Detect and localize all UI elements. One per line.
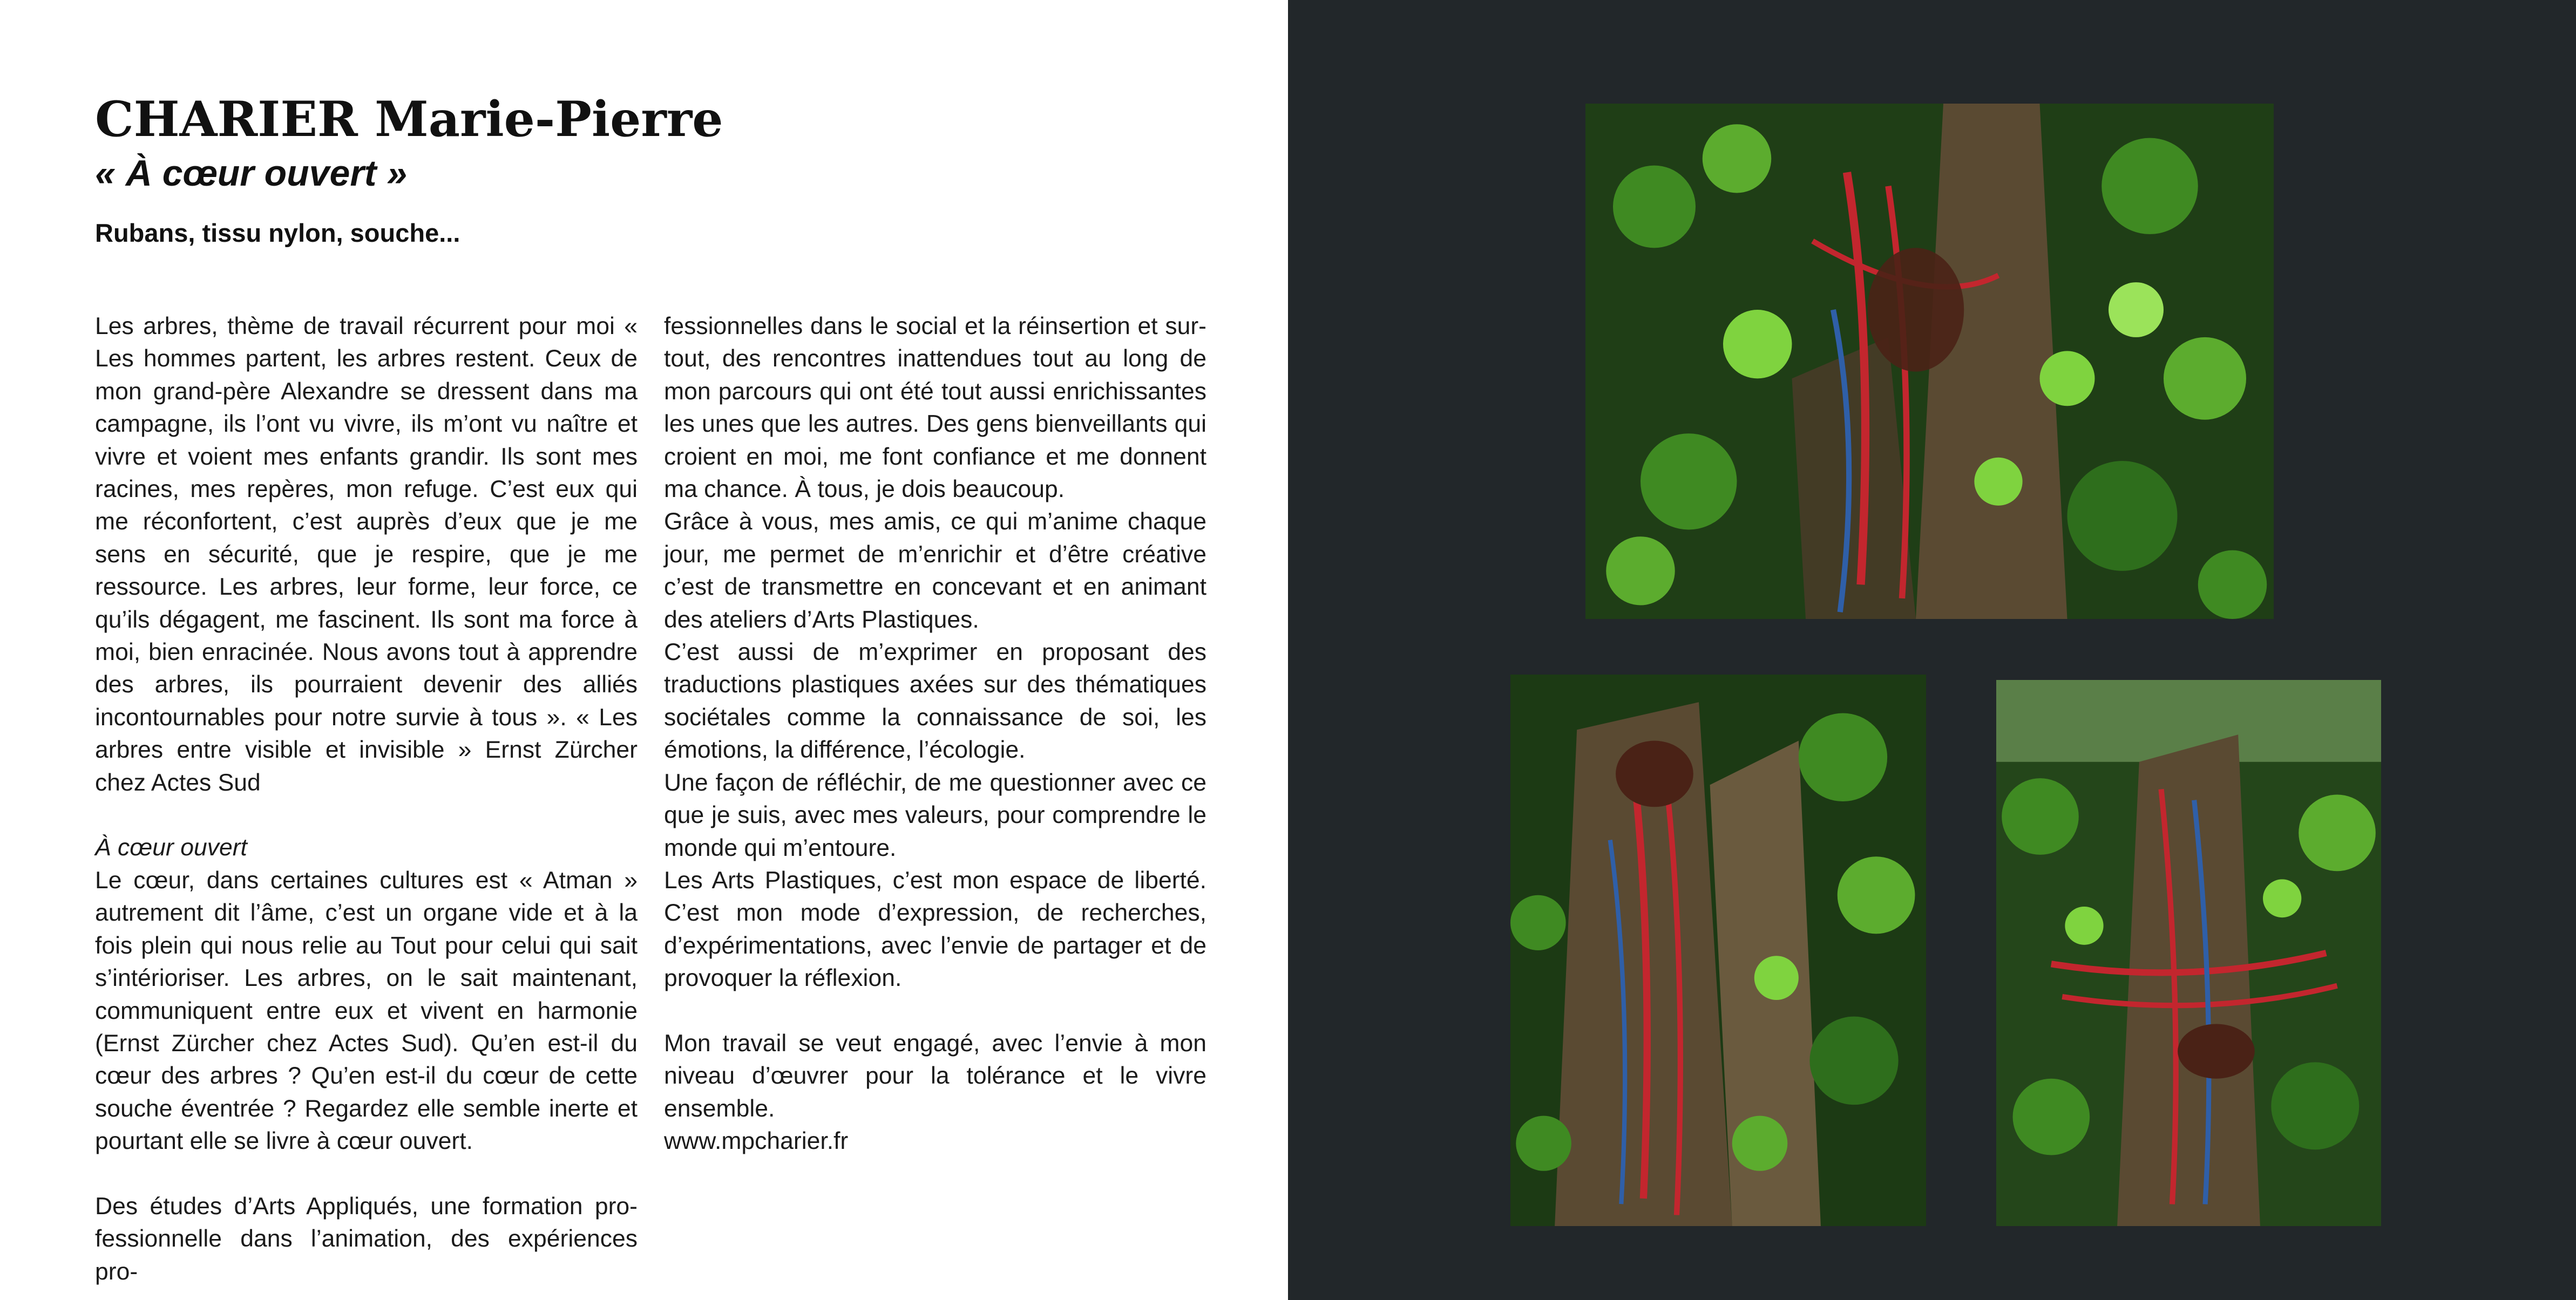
paragraph-trees: Les arbres, thème de travail récurrent pour moi « Les hommes partent, les arbres restent. Ceux de mon grand-père Alexandre se dressent dans ma campagne, ils l’ont vu vivre, ils m’ont vu naître et vivre et voient mes enfants grandir. Ils sont mes racines, mes repères, mon refuge. C’est eux qui me réconfortent, c’est auprès d’eux que je me sens en sécurité, que je respire, que je me ressource. Les arbres, leur forme, leur force, ce qu’ils dégagent, me fascinent. Ils sont ma force à moi, bien enracinée. Nous avons tout à apprendre des arbres, ils pourraient devenir des alliés incontournables pour notre survie à tous ». « Les arbres entre visible et invisible » Ernst Zürcher chez Actes Sud bbox=[95, 313, 638, 796]
paragraph-heart: Le cœur, dans certaines cultures est « Atman » autrement dit l’âme, c’est un organe vide et à la fois plein qui nous relie au Tout pour celui qui sait s’intérioriser. Les arbres, on le sait maintenant, communiquent entre eux et vivent en harmonie (Ernst Zürcher chez Actes Sud). Qu’en est-il du cœur des arbres ? Qu’en est-il du cœur de cette souche éventrée ? Regardez elle semble inerte et pourtant elle se livre à cœur ouvert. bbox=[95, 867, 638, 1155]
photo-tree-ribbons-landscape bbox=[1585, 104, 2274, 619]
paragraph-friends: Grâce à vous, mes amis, ce qui m’anime chaque jour, me permet de m’enrichir et d’être créative c’est de transmettre en concevant et en animant des ateliers d’Arts Plastiques. bbox=[664, 508, 1206, 633]
website-link[interactable]: www.mpcharier.fr bbox=[664, 1128, 849, 1155]
materials-line: Rubans, tissu nylon, souche... bbox=[95, 219, 460, 247]
section-heading-italic: À cœur ouvert bbox=[95, 834, 247, 861]
paragraph-express: C’est aussi de m’exprimer en proposant des traductions plastiques axées sur des thématiques sociétales comme la connaissance de soi, les émotions, la différence, l’écologie. bbox=[664, 639, 1206, 764]
paragraph-studies-end: fessionnelles dans le social et la réinsertion et sur-tout, des rencontres inattendues tout au long de mon parcours qui ont été tout aussi enrichissantes les unes que les autres. Des gens bienveillants qui croient en moi, me font confiance et me donnent ma chance. À tous, je dois beaucoup. bbox=[664, 313, 1206, 503]
paragraph-arts: Les Arts Plastiques, c’est mon espace de liberté. C’est mon mode d’expression, de recherches, d’expérimentations, avec l’envie de partager et de provoquer la réflexion. bbox=[664, 867, 1206, 992]
photo-tree-ribbons-portrait-left bbox=[1510, 675, 1926, 1226]
paragraph-studies-start: Des études d’Arts Appliqués, une formation pro-fessionnelle dans l’animation, des expériences pro- bbox=[95, 1193, 638, 1285]
tree-ribbons-closeup-image bbox=[1996, 680, 2381, 1226]
photo-tree-ribbons-portrait-right bbox=[1996, 680, 2381, 1226]
tree-trunk-image bbox=[1510, 675, 1926, 1226]
paragraph-engaged: Mon travail se veut engagé, avec l’envie à mon niveau d’œuvrer pour la tolérance et le vivre ensemble. bbox=[664, 1030, 1206, 1122]
work-title: « À cœur ouvert » bbox=[95, 153, 408, 194]
artist-name: CHARIER Marie-Pierre bbox=[95, 91, 723, 148]
text-column-left bbox=[95, 310, 638, 1288]
tree-ribbons-image bbox=[1585, 104, 2274, 619]
text-column-right bbox=[664, 310, 1206, 1158]
paragraph-reflect: Une façon de réfléchir, de me questionner avec ce que je suis, avec mes valeurs, pour comprendre le monde qui m’entoure. bbox=[664, 769, 1206, 861]
